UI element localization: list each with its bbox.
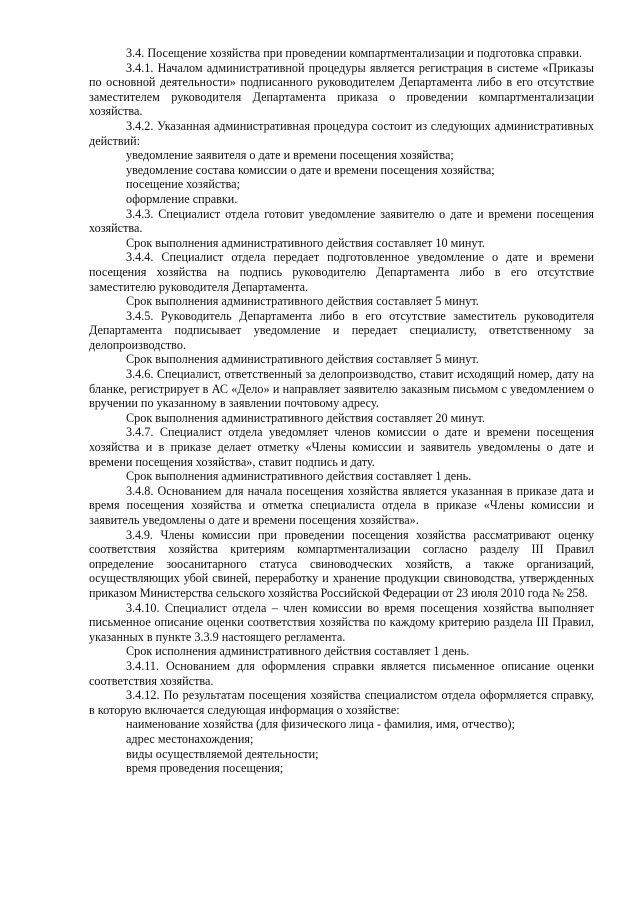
list-item: посещение хозяйства; <box>126 177 240 192</box>
list-item: уведомление состава комиссии о дате и времени посещения хозяйства; <box>126 162 495 177</box>
paragraph-3-4-6: 3.4.6. Специалист, ответственный за делопроизводство, ставит исходящий номер, дату на бланке, регистрирует в АС «Дело» и направляет заявителю заказным письмом с уведомлением о вручении по указанному в заявлении почтовому адресу. <box>89 367 594 411</box>
document-page <box>89 46 594 776</box>
deadline-line: Срок исполнения административного действия составляет 1 день. <box>126 644 470 659</box>
list-item: оформление справки. <box>126 191 238 206</box>
deadline-line: Срок выполнения административного действия составляет 1 день. <box>126 469 472 484</box>
deadline-line: Срок выполнения административного действия составляет 5 минут. <box>126 352 479 367</box>
paragraph-3-4-5: 3.4.5. Руководитель Департамента либо в его отсутствие заместитель руководителя Департамента подписывает уведомление и передает специалисту, ответственному за делопроизводство. <box>89 308 594 352</box>
paragraph-3-4-10: 3.4.10. Специалист отдела – член комиссии во время посещения хозяйства выполняет письменное описание оценки соответствия хозяйства по каждому критерию раздела III Правил, указанных в пункте 3.3.9 настоящего регламента. <box>89 600 594 644</box>
paragraph-3-4: 3.4. Посещение хозяйства при проведении компартментализации и подготовка справки. <box>126 46 582 60</box>
paragraph-3-4-1: 3.4.1. Началом административной процедуры является регистрация в системе «Приказы по основной деятельности» подписанного руководителем Департамента либо в его отсутствие заместителем руководителя Департамента приказа о проведении компартментализации хозяйства. <box>89 60 594 119</box>
paragraph-3-4-9: 3.4.9. Члены комиссии при проведении посещения хозяйства рассматривают оценку соответствия хозяйства критериям компартментализации согласно разделу III Правил определение зоосанитарного статуса свиноводческих хозяйств, а также организаций, осуществляющих убой свиней, переработку и хранение продукции свиноводства, утвержденных приказом Министерства сельского хозяйства Российской Федерации от 23 июля 2010 года № 258. <box>89 527 594 600</box>
deadline-line: Срок выполнения административного действия составляет 5 минут. <box>126 294 479 309</box>
paragraph-3-4-11: 3.4.11. Основанием для оформления справки является письменное описание оценки соответствия хозяйства. <box>89 658 594 688</box>
list-item: наименование хозяйства (для физического лица - фамилия, имя, отчество); <box>126 717 515 732</box>
list-item: уведомление заявителя о дате и времени посещения хозяйства; <box>126 148 454 163</box>
deadline-line: Срок выполнения административного действия составляет 20 минут. <box>126 410 485 425</box>
list-item: адрес местонахождения; <box>126 731 254 746</box>
list-item: виды осуществляемой деятельности; <box>126 746 319 761</box>
paragraph-3-4-8: 3.4.8. Основанием для начала посещения хозяйства является указанная в приказе дата и время посещения хозяйства и отметка специалиста отдела в приказе «Члены комиссии и заявитель уведомлены о дате и времени посещения хозяйства». <box>89 483 594 527</box>
paragraph-3-4-3: 3.4.3. Специалист отдела готовит уведомление заявителю о дате и времени посещения хозяйства. <box>89 206 594 236</box>
paragraph-3-4-4: 3.4.4. Специалист отдела передает подготовленное уведомление о дате и времени посещения хозяйства на подпись руководителю Департамента либо в его отсутствие заместителю руководителя Департамента. <box>89 250 594 294</box>
paragraph-3-4-12: 3.4.12. По результатам посещения хозяйства специалистом отдела оформляется справку, в которую включается следующая информация о хозяйстве: <box>89 688 594 717</box>
paragraph-3-4-2: 3.4.2. Указанная административная процедура состоит из следующих административных действий: <box>89 118 594 148</box>
deadline-line: Срок выполнения административного действия составляет 10 минут. <box>126 235 485 250</box>
paragraph-3-4-7: 3.4.7. Специалист отдела уведомляет членов комиссии о дате и времени посещения хозяйства и в приказе делает отметку «Члены комиссии и заявитель уведомлены о дате и времени посещения хозяйства», ставит подпись и дату. <box>89 425 594 469</box>
list-item: время проведения посещения; <box>126 761 284 776</box>
